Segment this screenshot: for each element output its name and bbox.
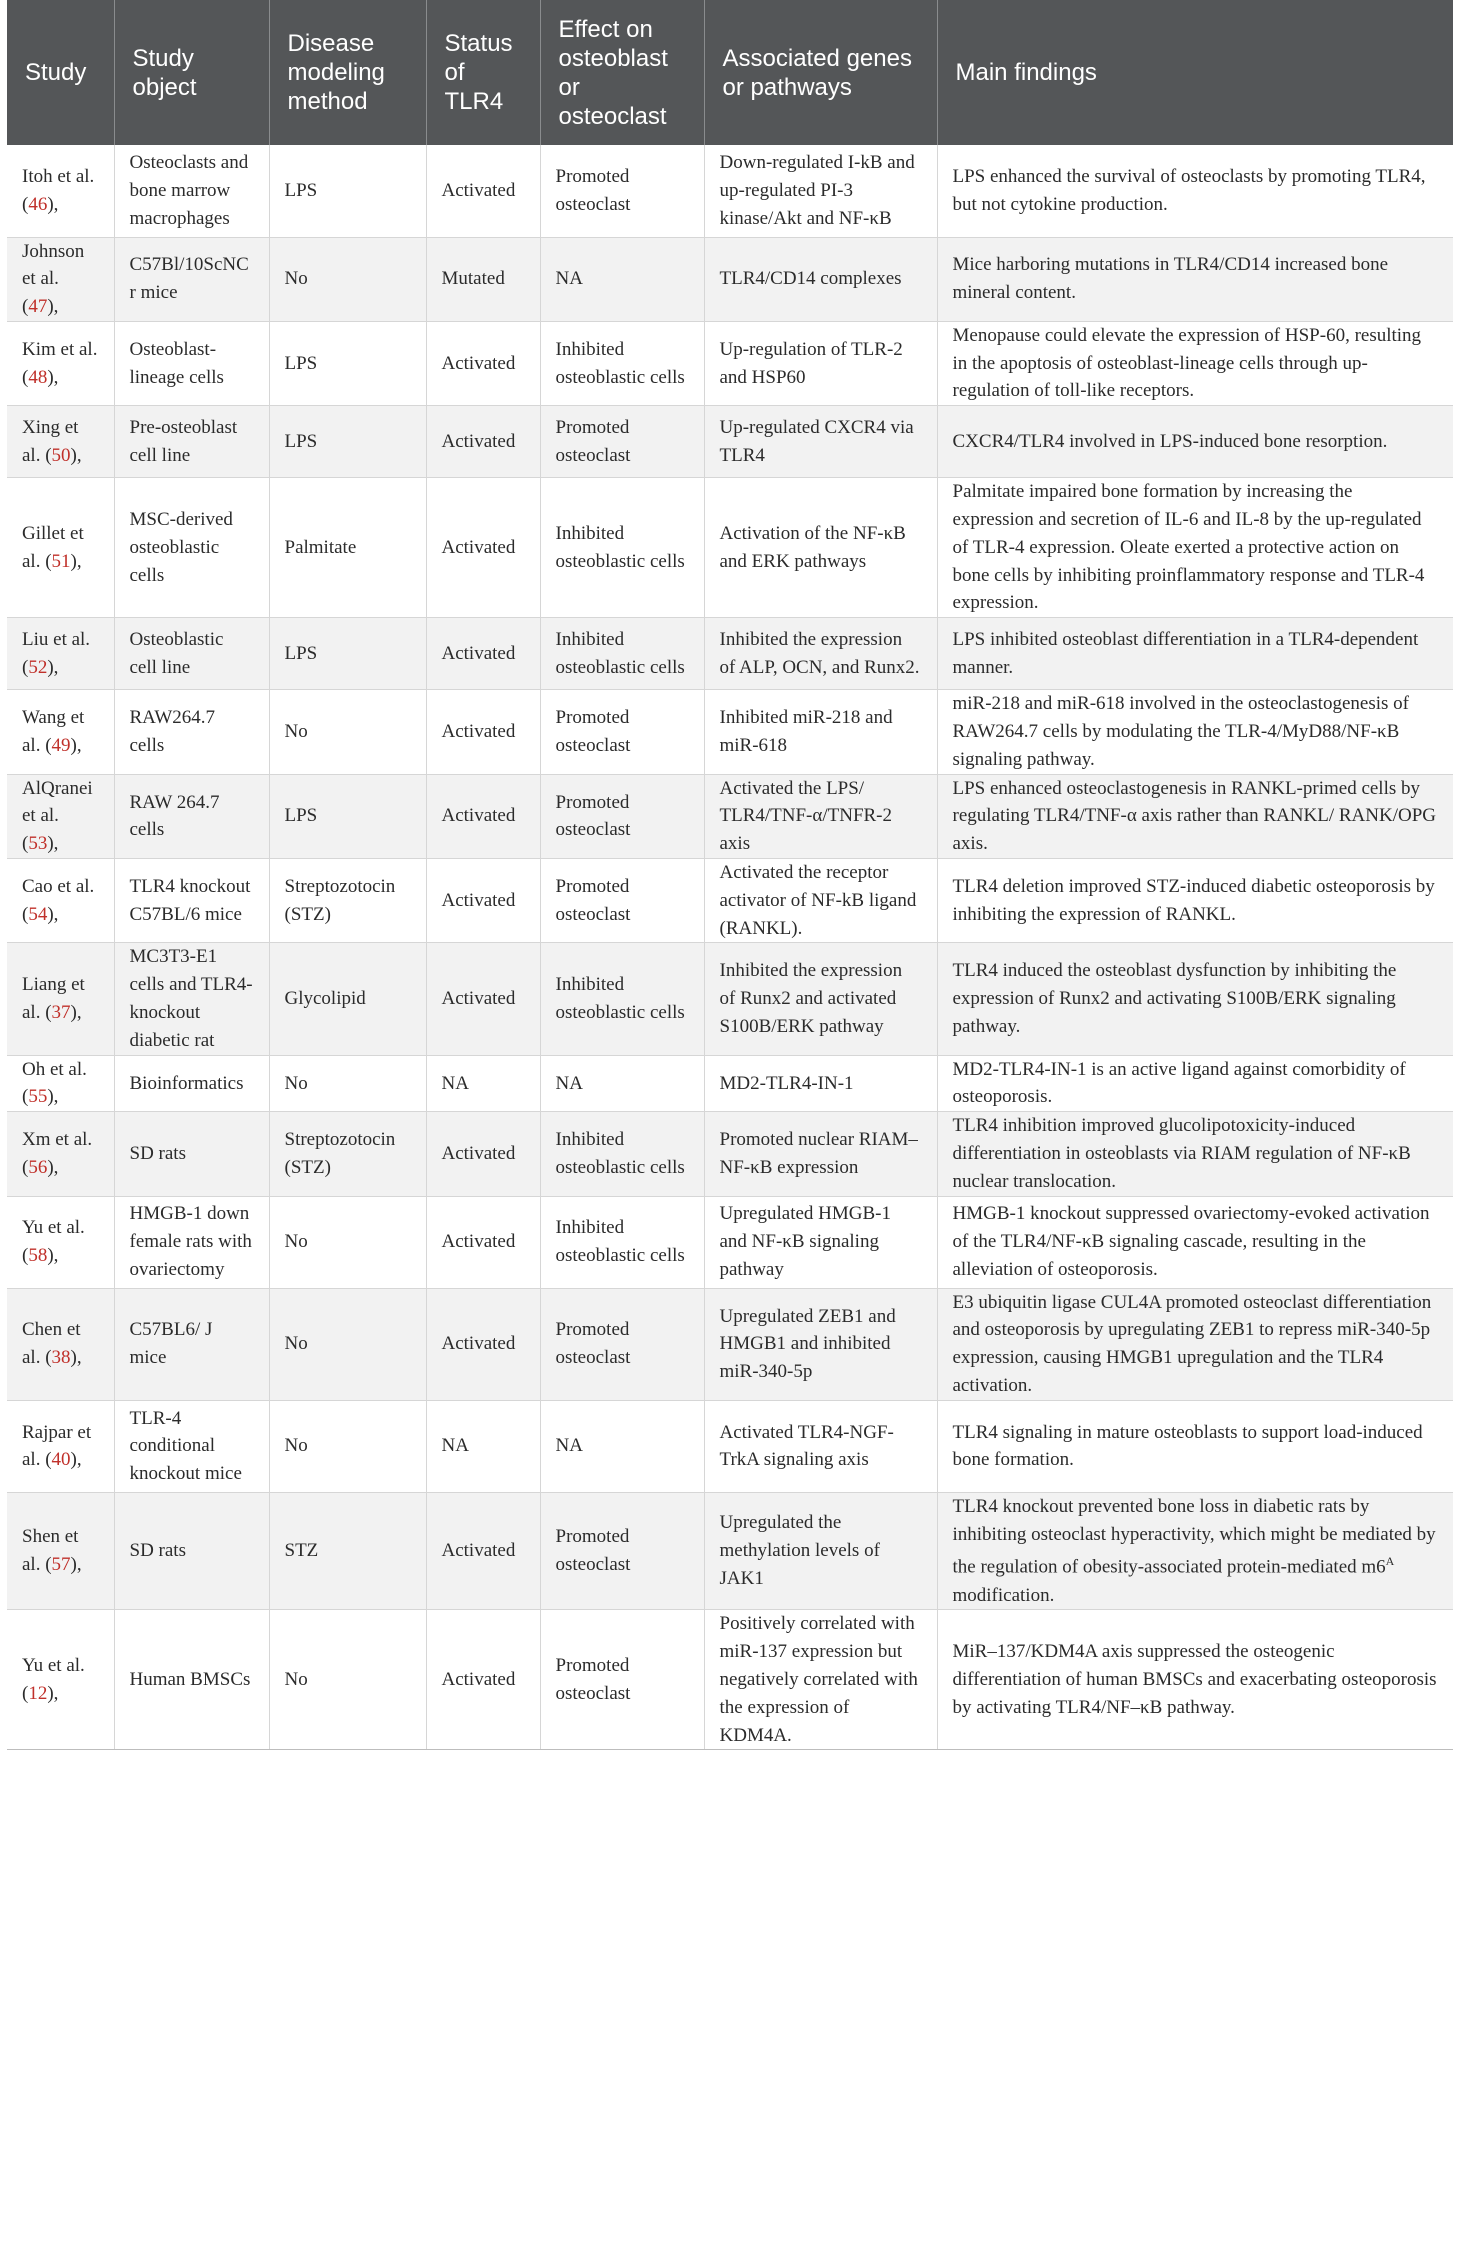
ref-close-paren: ), bbox=[70, 1002, 82, 1024]
findings-text: MiR–137/KDM4A axis suppressed the osteogenic differentiation of human BMSCs and exacerbating osteoporosis by activating TLR4/NF–κB pathway. bbox=[952, 1641, 1437, 1718]
ref-open-paren: ( bbox=[22, 656, 29, 678]
ref-close-paren: ), bbox=[47, 903, 59, 925]
ref-close-paren: ), bbox=[47, 366, 59, 388]
header-associated-genes: Associated genes or pathways bbox=[704, 0, 937, 145]
cell-associated-genes: Up-regulation of TLR-2 and HSP60 bbox=[704, 321, 937, 405]
findings-superscript: A bbox=[1385, 1554, 1395, 1569]
cell-main-findings bbox=[937, 690, 1453, 774]
reference-link[interactable]: 49 bbox=[51, 734, 71, 756]
cell-effect: NA bbox=[540, 1400, 704, 1492]
ref-open-paren: ( bbox=[22, 1682, 29, 1704]
ref-open-paren: ( bbox=[40, 1449, 52, 1471]
cell-status-of-tlr4: Activated bbox=[426, 1196, 540, 1288]
cell-disease-modeling-method: LPS bbox=[269, 774, 426, 858]
reference-link[interactable]: 40 bbox=[51, 1449, 71, 1471]
findings-text: HMGB-1 knockout suppressed ovariectomy-evoked activation of the TLR4/NF-κB signaling cascade, resulting in the alleviation of osteoporosis. bbox=[952, 1203, 1430, 1280]
cell-disease-modeling-method: Streptozotocin (STZ) bbox=[269, 859, 426, 943]
cell-study bbox=[7, 1112, 114, 1196]
ref-close-paren: ), bbox=[70, 1554, 82, 1576]
ref-open-paren: ( bbox=[22, 366, 29, 388]
cell-study-object: TLR-4 conditional knockout mice bbox=[114, 1400, 269, 1492]
study-authors: Xing et al. bbox=[22, 416, 79, 466]
reference-link[interactable]: 50 bbox=[51, 444, 71, 466]
study-authors: Itoh et al. bbox=[22, 165, 95, 187]
reference-link[interactable]: 58 bbox=[28, 1245, 48, 1267]
cell-study-object: SD rats bbox=[114, 1492, 269, 1610]
cell-associated-genes: MD2-TLR4-IN-1 bbox=[704, 1055, 937, 1112]
ref-close-paren: ), bbox=[47, 193, 59, 215]
reference-link[interactable]: 55 bbox=[28, 1086, 48, 1108]
ref-open-paren: ( bbox=[40, 1554, 52, 1576]
cell-effect: Inhibited osteoblastic cells bbox=[540, 321, 704, 405]
table-row bbox=[7, 478, 1453, 618]
cell-study-object: RAW 264.7 cells bbox=[114, 774, 269, 858]
ref-open-paren: ( bbox=[22, 903, 29, 925]
cell-main-findings bbox=[937, 406, 1453, 478]
cell-associated-genes: Up-regulated CXCR4 via TLR4 bbox=[704, 406, 937, 478]
ref-close-paren: ), bbox=[47, 1156, 59, 1178]
cell-study-object: Human BMSCs bbox=[114, 1610, 269, 1750]
cell-associated-genes: Promoted nuclear RIAM–NF-κB expression bbox=[704, 1112, 937, 1196]
ref-open-paren: ( bbox=[22, 833, 29, 855]
table-row bbox=[7, 859, 1453, 943]
findings-text: E3 ubiquitin ligase CUL4A promoted osteoclast differentiation and osteoporosis by upregulating ZEB1 to repress miR-340-5p expression, causing HMGB1 upregulation and the TLR4 activation. bbox=[952, 1291, 1432, 1396]
cell-study-object: TLR4 knockout C57BL/6 mice bbox=[114, 859, 269, 943]
cell-main-findings bbox=[937, 1196, 1453, 1288]
ref-close-paren: ), bbox=[47, 296, 59, 318]
study-authors: Rajpar et al. bbox=[22, 1421, 92, 1471]
cell-main-findings bbox=[937, 1610, 1453, 1750]
cell-disease-modeling-method: Streptozotocin (STZ) bbox=[269, 1112, 426, 1196]
findings-text: miR-218 and miR-618 involved in the osteoclastogenesis of RAW264.7 cells by modulating the TLR-4/MyD88/NF-κB signaling pathway. bbox=[952, 693, 1409, 770]
cell-study-object: MSC-derived osteoblastic cells bbox=[114, 478, 269, 618]
study-table-container bbox=[7, 0, 1453, 1750]
reference-link[interactable]: 57 bbox=[51, 1554, 71, 1576]
cell-effect: Inhibited osteoblastic cells bbox=[540, 943, 704, 1055]
cell-associated-genes: Activated the LPS/ TLR4/TNF-α/TNFR-2 axis bbox=[704, 774, 937, 858]
cell-effect: NA bbox=[540, 237, 704, 321]
findings-text: MD2-TLR4-IN-1 is an active ligand against comorbidity of osteoporosis. bbox=[952, 1058, 1406, 1108]
cell-associated-genes: Upregulated ZEB1 and HMGB1 and inhibited miR-340-5p bbox=[704, 1288, 937, 1400]
cell-study-object: SD rats bbox=[114, 1112, 269, 1196]
cell-status-of-tlr4: Activated bbox=[426, 406, 540, 478]
ref-open-paren: ( bbox=[22, 1245, 29, 1267]
cell-main-findings bbox=[937, 1112, 1453, 1196]
cell-associated-genes: Upregulated the methylation levels of JAK1 bbox=[704, 1492, 937, 1610]
cell-study bbox=[7, 1610, 114, 1750]
reference-link[interactable]: 48 bbox=[28, 366, 48, 388]
cell-study bbox=[7, 1492, 114, 1610]
cell-main-findings bbox=[937, 859, 1453, 943]
cell-associated-genes: Down-regulated I-kB and up-regulated PI-3 kinase/Akt and NF-κB bbox=[704, 145, 937, 237]
cell-study bbox=[7, 943, 114, 1055]
cell-status-of-tlr4: Activated bbox=[426, 859, 540, 943]
study-table bbox=[7, 0, 1453, 1750]
ref-close-paren: ), bbox=[47, 1682, 59, 1704]
cell-effect: Promoted osteoclast bbox=[540, 1288, 704, 1400]
cell-study bbox=[7, 478, 114, 618]
cell-disease-modeling-method: LPS bbox=[269, 321, 426, 405]
cell-study-object: HMGB-1 down female rats with ovariectomy bbox=[114, 1196, 269, 1288]
cell-disease-modeling-method: LPS bbox=[269, 618, 426, 690]
reference-link[interactable]: 47 bbox=[28, 296, 48, 318]
cell-main-findings bbox=[937, 1492, 1453, 1610]
cell-study bbox=[7, 618, 114, 690]
ref-close-paren: ), bbox=[70, 550, 82, 572]
cell-main-findings bbox=[937, 321, 1453, 405]
cell-study-object: C57BL6/ J mice bbox=[114, 1288, 269, 1400]
header-effect: Effect on osteoblast or osteoclast bbox=[540, 0, 704, 145]
cell-associated-genes: Activated the receptor activator of NF-kB ligand (RANKL). bbox=[704, 859, 937, 943]
cell-associated-genes: Activation of the NF-κB and ERK pathways bbox=[704, 478, 937, 618]
findings-text-end: modification. bbox=[952, 1584, 1055, 1606]
ref-open-paren: ( bbox=[40, 734, 52, 756]
findings-text: Menopause could elevate the expression of HSP-60, resulting in the apoptosis of osteoblast-lineage cells through up-regulation of toll-like receptors. bbox=[952, 324, 1422, 402]
cell-status-of-tlr4: Mutated bbox=[426, 237, 540, 321]
ref-open-paren: ( bbox=[22, 193, 29, 215]
cell-study bbox=[7, 1288, 114, 1400]
cell-status-of-tlr4: Activated bbox=[426, 1288, 540, 1400]
findings-text: TLR4 deletion improved STZ-induced diabetic osteoporosis by inhibiting the expression of RANKL. bbox=[952, 875, 1435, 925]
cell-status-of-tlr4: Activated bbox=[426, 618, 540, 690]
cell-status-of-tlr4: Activated bbox=[426, 690, 540, 774]
cell-effect: NA bbox=[540, 1055, 704, 1112]
cell-disease-modeling-method: No bbox=[269, 1288, 426, 1400]
cell-associated-genes: Inhibited the expression of Runx2 and activated S100B/ERK pathway bbox=[704, 943, 937, 1055]
findings-text: TLR4 induced the osteoblast dysfunction by inhibiting the expression of Runx2 and activating S100B/ERK signaling pathway. bbox=[952, 960, 1397, 1037]
study-authors: Yu et al. bbox=[22, 1655, 85, 1676]
cell-associated-genes: Inhibited miR-218 and miR-618 bbox=[704, 690, 937, 774]
table-row bbox=[7, 1610, 1453, 1750]
cell-study-object: MC3T3-E1 cells and TLR4-knockout diabetic rat bbox=[114, 943, 269, 1055]
ref-open-paren: ( bbox=[40, 1347, 52, 1369]
findings-text: TLR4 inhibition improved glucolipotoxicity-induced differentiation in osteoblasts via RIAM regulation of NF-κB nuclear translocation. bbox=[952, 1115, 1411, 1192]
table-row bbox=[7, 406, 1453, 478]
cell-study-object: Osteoblastic cell line bbox=[114, 618, 269, 690]
ref-close-paren: ), bbox=[70, 444, 82, 466]
cell-effect: Inhibited osteoblastic cells bbox=[540, 1196, 704, 1288]
reference-link[interactable]: 56 bbox=[28, 1156, 48, 1178]
reference-link[interactable]: 51 bbox=[51, 550, 71, 572]
table-row bbox=[7, 1112, 1453, 1196]
study-authors: Oh et al. bbox=[22, 1058, 87, 1080]
table-row bbox=[7, 1492, 1453, 1610]
table-body bbox=[7, 145, 1453, 1750]
ref-open-paren: ( bbox=[22, 296, 29, 318]
ref-open-paren: ( bbox=[40, 444, 52, 466]
study-authors: Gillet et al. bbox=[22, 522, 84, 572]
cell-effect: Promoted osteoclast bbox=[540, 774, 704, 858]
cell-study bbox=[7, 1055, 114, 1112]
cell-study bbox=[7, 690, 114, 774]
findings-text: TLR4 signaling in mature osteoblasts to support load-induced bone formation. bbox=[952, 1421, 1423, 1471]
table-row bbox=[7, 618, 1453, 690]
reference-link[interactable]: 37 bbox=[51, 1002, 71, 1024]
cell-effect: Inhibited osteoblastic cells bbox=[540, 618, 704, 690]
cell-study-object: C57Bl/10ScNCr mice bbox=[114, 237, 269, 321]
findings-text: LPS inhibited osteoblast differentiation in a TLR4-dependent manner. bbox=[952, 628, 1419, 678]
cell-disease-modeling-method: No bbox=[269, 237, 426, 321]
table-row bbox=[7, 1055, 1453, 1112]
table-row bbox=[7, 1400, 1453, 1492]
ref-open-paren: ( bbox=[22, 1156, 29, 1178]
study-authors: Johnson et al. bbox=[22, 240, 85, 290]
cell-study bbox=[7, 237, 114, 321]
ref-close-paren: ), bbox=[70, 734, 82, 756]
study-authors: Yu et al. bbox=[22, 1217, 85, 1239]
ref-close-paren: ), bbox=[70, 1347, 82, 1369]
cell-effect: Promoted osteoclast bbox=[540, 1492, 704, 1610]
cell-study-object: Bioinformatics bbox=[114, 1055, 269, 1112]
study-authors: Xm et al. bbox=[22, 1129, 93, 1151]
findings-text: CXCR4/TLR4 involved in LPS-induced bone resorption. bbox=[952, 430, 1388, 452]
cell-disease-modeling-method: STZ bbox=[269, 1492, 426, 1610]
cell-effect: Promoted osteoclast bbox=[540, 1610, 704, 1750]
table-header bbox=[7, 0, 1453, 145]
cell-status-of-tlr4: NA bbox=[426, 1055, 540, 1112]
cell-associated-genes: Inhibited the expression of ALP, OCN, and Runx2. bbox=[704, 618, 937, 690]
cell-disease-modeling-method: No bbox=[269, 690, 426, 774]
cell-effect: Promoted osteoclast bbox=[540, 406, 704, 478]
table-row bbox=[7, 237, 1453, 321]
cell-main-findings bbox=[937, 943, 1453, 1055]
cell-effect: Promoted osteoclast bbox=[540, 859, 704, 943]
cell-effect: Inhibited osteoblastic cells bbox=[540, 1112, 704, 1196]
cell-disease-modeling-method: No bbox=[269, 1610, 426, 1750]
ref-close-paren: ), bbox=[47, 833, 59, 855]
header-status-of-tlr4: Status of TLR4 bbox=[426, 0, 540, 145]
cell-disease-modeling-method: No bbox=[269, 1400, 426, 1492]
cell-main-findings bbox=[937, 237, 1453, 321]
header-disease-modeling-method: Disease modeling method bbox=[269, 0, 426, 145]
table-row bbox=[7, 690, 1453, 774]
cell-study bbox=[7, 859, 114, 943]
ref-open-paren: ( bbox=[40, 550, 52, 572]
cell-disease-modeling-method: LPS bbox=[269, 145, 426, 237]
study-authors: Shen et al. bbox=[22, 1526, 79, 1576]
findings-text: LPS enhanced the survival of osteoclasts by promoting TLR4, but not cytokine production. bbox=[952, 165, 1426, 215]
table-row bbox=[7, 943, 1453, 1055]
study-authors: Liang et al. bbox=[22, 974, 85, 1024]
cell-disease-modeling-method: No bbox=[269, 1055, 426, 1112]
findings-text: TLR4 knockout prevented bone loss in diabetic rats by inhibiting osteoclast hyperactivity, which might be mediated by the regulation of obesity-associated protein-mediated m6 bbox=[952, 1495, 1436, 1578]
cell-disease-modeling-method: LPS bbox=[269, 406, 426, 478]
table-row bbox=[7, 774, 1453, 858]
header-row bbox=[7, 0, 1453, 145]
reference-link[interactable]: 52 bbox=[28, 656, 48, 678]
study-authors: Chen et al. bbox=[22, 1319, 81, 1369]
cell-associated-genes: Activated TLR4-NGF-TrkA signaling axis bbox=[704, 1400, 937, 1492]
cell-study-object: Osteoblast-lineage cells bbox=[114, 321, 269, 405]
cell-main-findings bbox=[937, 478, 1453, 618]
cell-main-findings bbox=[937, 1400, 1453, 1492]
reference-link[interactable]: 38 bbox=[51, 1347, 71, 1369]
study-authors: Wang et al. bbox=[22, 707, 85, 756]
study-authors: AlQranei et al. bbox=[22, 777, 93, 827]
ref-close-paren: ), bbox=[47, 656, 59, 678]
findings-text: Mice harboring mutations in TLR4/CD14 increased bone mineral content. bbox=[952, 254, 1389, 304]
cell-study-object: RAW264.7 cells bbox=[114, 690, 269, 774]
cell-associated-genes: Upregulated HMGB-1 and NF-κB signaling pathway bbox=[704, 1196, 937, 1288]
header-main-findings: Main findings bbox=[937, 0, 1453, 145]
cell-study bbox=[7, 321, 114, 405]
ref-close-paren: ), bbox=[47, 1245, 59, 1267]
ref-close-paren: ), bbox=[70, 1449, 82, 1471]
cell-main-findings bbox=[937, 1288, 1453, 1400]
cell-status-of-tlr4: Activated bbox=[426, 321, 540, 405]
ref-open-paren: ( bbox=[22, 1086, 29, 1108]
cell-study bbox=[7, 1400, 114, 1492]
cell-status-of-tlr4: Activated bbox=[426, 774, 540, 858]
cell-disease-modeling-method: No bbox=[269, 1196, 426, 1288]
cell-status-of-tlr4: Activated bbox=[426, 1610, 540, 1750]
ref-open-paren: ( bbox=[40, 1002, 52, 1024]
study-authors: Cao et al. bbox=[22, 875, 95, 897]
cell-effect: Promoted osteoclast bbox=[540, 690, 704, 774]
header-study: Study bbox=[7, 0, 114, 145]
study-authors: Kim et al. bbox=[22, 338, 98, 360]
cell-main-findings bbox=[937, 618, 1453, 690]
cell-status-of-tlr4: NA bbox=[426, 1400, 540, 1492]
cell-associated-genes: TLR4/CD14 complexes bbox=[704, 237, 937, 321]
header-study-object: Study object bbox=[114, 0, 269, 145]
reference-link[interactable]: 53 bbox=[28, 833, 48, 855]
cell-main-findings bbox=[937, 774, 1453, 858]
cell-status-of-tlr4: Activated bbox=[426, 478, 540, 618]
cell-main-findings bbox=[937, 145, 1453, 237]
cell-study bbox=[7, 1196, 114, 1288]
cell-effect: Inhibited osteoblastic cells bbox=[540, 478, 704, 618]
table-row bbox=[7, 1288, 1453, 1400]
cell-associated-genes: Positively correlated with miR-137 expression but negatively correlated with the expression of KDM4A. bbox=[704, 1610, 937, 1750]
cell-disease-modeling-method: Glycolipid bbox=[269, 943, 426, 1055]
findings-text: Palmitate impaired bone formation by increasing the expression and secretion of IL-6 and IL-8 by the up-regulated of TLR-4 expression. Oleate exerted a protective action on bone cells by inhibiting proinflammatory response and TLR-4 expression. bbox=[952, 481, 1425, 614]
findings-text: LPS enhanced osteoclastogenesis in RANKL-primed cells by regulating TLR4/TNF-α axis rather than RANKL/ RANK/OPG axis. bbox=[952, 777, 1436, 855]
cell-disease-modeling-method: Palmitate bbox=[269, 478, 426, 618]
cell-status-of-tlr4: Activated bbox=[426, 1112, 540, 1196]
cell-status-of-tlr4: Activated bbox=[426, 145, 540, 237]
study-authors: Liu et al. bbox=[22, 628, 91, 650]
reference-link[interactable]: 46 bbox=[28, 193, 48, 215]
cell-status-of-tlr4: Activated bbox=[426, 1492, 540, 1610]
cell-study bbox=[7, 145, 114, 237]
reference-link[interactable]: 54 bbox=[28, 903, 48, 925]
table-row bbox=[7, 321, 1453, 405]
table-row bbox=[7, 145, 1453, 237]
cell-study-object: Osteoclasts and bone marrow macrophages bbox=[114, 145, 269, 237]
cell-status-of-tlr4: Activated bbox=[426, 943, 540, 1055]
cell-effect: Promoted osteoclast bbox=[540, 145, 704, 237]
cell-study bbox=[7, 774, 114, 858]
cell-study bbox=[7, 406, 114, 478]
ref-close-paren: ), bbox=[47, 1086, 59, 1108]
reference-link[interactable]: 12 bbox=[28, 1682, 48, 1704]
table-row bbox=[7, 1196, 1453, 1288]
cell-main-findings bbox=[937, 1055, 1453, 1112]
cell-study-object: Pre-osteoblast cell line bbox=[114, 406, 269, 478]
